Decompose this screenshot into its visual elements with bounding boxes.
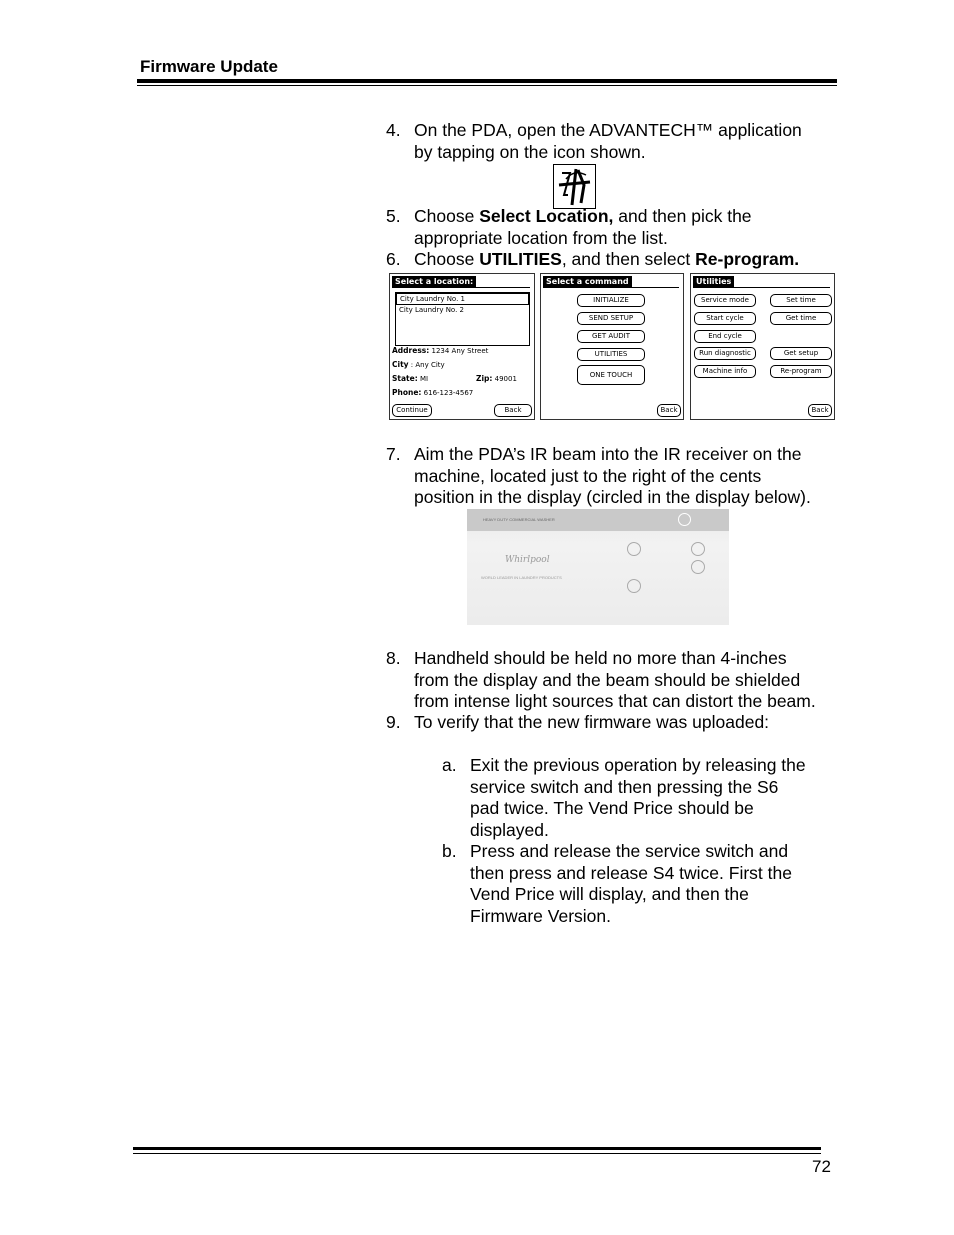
ir-receiver-circle [678, 513, 691, 526]
screen-title: Select a location: [392, 276, 476, 287]
pda-location-screen: Select a location: City Laundry No. 1 City Laundry No. 2 Address: 1234 Any Street City : Any City State: MI Zip: 49001 Phone: 616-123-4567 Continue Back [389, 273, 535, 420]
back-button[interactable]: Back [657, 404, 681, 417]
list-item[interactable]: City Laundry No. 1 [396, 293, 529, 305]
dial-icon [627, 579, 641, 593]
continue-button[interactable]: Continue [392, 404, 432, 417]
header-rule-thin [137, 85, 837, 86]
back-button[interactable]: Back [808, 404, 832, 417]
get-time-button[interactable]: Get time [770, 312, 832, 325]
footer-rule [133, 1147, 821, 1150]
set-time-button[interactable]: Set time [770, 294, 832, 307]
utilities-button[interactable]: UTILITIES [577, 348, 645, 361]
screen-title: Utilities [693, 276, 734, 287]
dial-icon [691, 542, 705, 556]
pda-command-screen [540, 273, 684, 420]
start-cycle-button[interactable]: Start cycle [694, 312, 756, 325]
screen-title: Select a command [543, 276, 632, 287]
list-item[interactable]: City Laundry No. 2 [399, 306, 464, 314]
service-mode-button[interactable]: Service mode [694, 294, 756, 307]
run-diagnostic-button[interactable]: Run diagnostic [694, 347, 756, 360]
pda-utilities-screen [690, 273, 835, 420]
whirlpool-logo: Whirlpool [505, 555, 550, 565]
one-touch-button[interactable]: ONE TOUCH [577, 365, 645, 385]
advantech-icon[interactable] [553, 164, 596, 209]
initialize-button[interactable]: INITIALIZE [577, 294, 645, 307]
get-audit-button[interactable]: GET AUDIT [577, 330, 645, 343]
machine-display-photo: HEAVY DUTY COMMERCIAL WASHER Whirlpool WORLD LEADER IN LAUNDRY PRODUCTS [467, 509, 729, 625]
re-program-button[interactable]: Re-program [770, 365, 832, 378]
back-button[interactable]: Back [494, 404, 532, 417]
section-header: Firmware Update [140, 57, 278, 76]
footer-rule-thin [133, 1153, 821, 1154]
dial-icon [627, 542, 641, 556]
end-cycle-button[interactable]: End cycle [694, 330, 756, 343]
location-list[interactable] [395, 292, 530, 346]
get-setup-button[interactable]: Get setup [770, 347, 832, 360]
page-number: 72 [812, 1157, 831, 1176]
send-setup-button[interactable]: SEND SETUP [577, 312, 645, 325]
machine-info-button[interactable]: Machine info [694, 365, 756, 378]
dial-icon [691, 560, 705, 574]
header-rule [137, 79, 837, 83]
